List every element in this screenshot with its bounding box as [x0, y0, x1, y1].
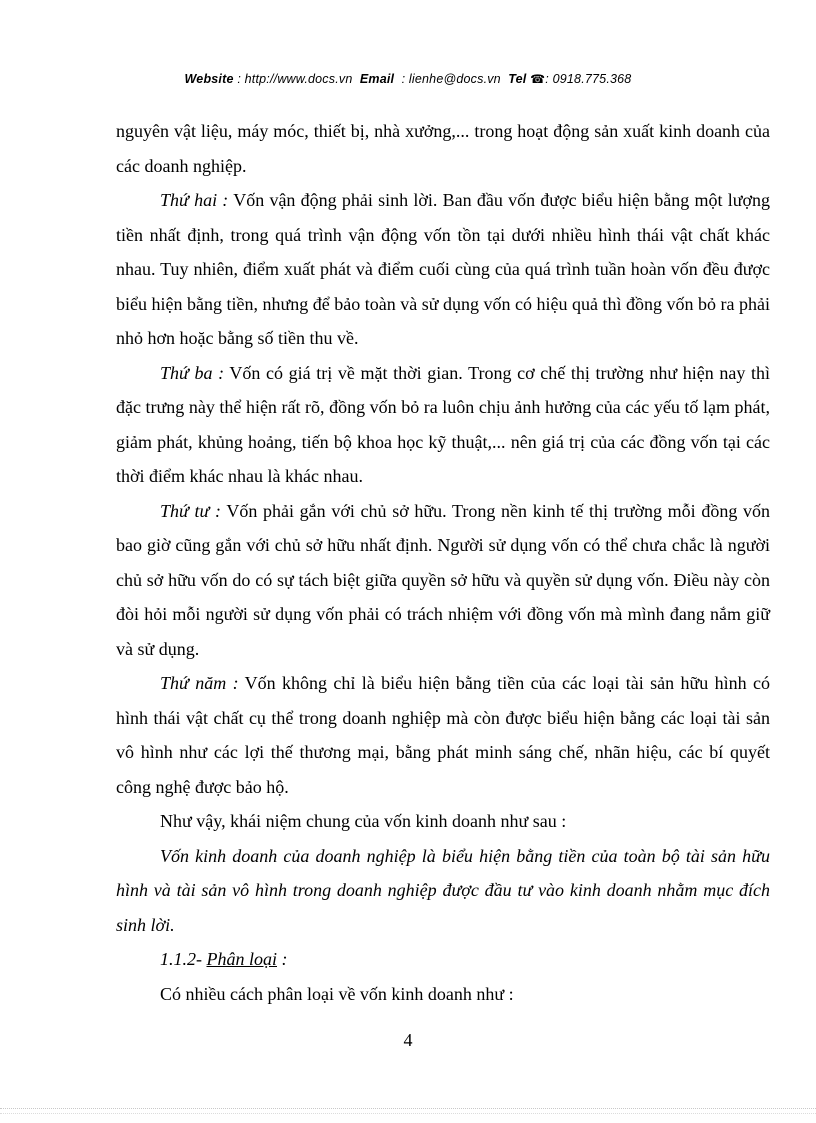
tel-label: Tel — [508, 72, 527, 86]
label-thu-hai: Thứ hai : — [160, 190, 229, 210]
website-label: Website — [184, 72, 234, 86]
section-title: Phân loại — [206, 949, 277, 969]
text-thu-hai: Vốn vận động phải sinh lời. Ban đầu vốn được biểu hiện bằng một lượng tiền nhất định, trong quá trình vận động vốn tồn tại dưới nhiều hình thái vật chất khác nhau. Tuy nhiên, điểm xuất phát và điểm cuối cùng của quá trình tuần hoàn vốn đều được biểu hiện bằng tiền, nhưng để bảo toàn và sử dụng vốn có hiệu quả thì đồng vốn bỏ ra phải nhỏ hơn hoặc bằng số tiền thu về. — [116, 190, 770, 348]
paragraph-thu-tu — [116, 494, 770, 667]
page-header — [0, 72, 816, 86]
email-label: Email — [359, 72, 395, 86]
paragraph-thu-nam — [116, 666, 770, 804]
label-thu-tu: Thứ tư : — [160, 500, 221, 521]
paragraph-thu-ba — [116, 356, 770, 494]
section-number: 1.1.2- — [160, 949, 202, 969]
paragraph-summary: Như vậy, khái niệm chung của vốn kinh doanh như sau : — [160, 811, 567, 831]
paragraph-thu-hai — [116, 183, 770, 356]
label-thu-ba: Thứ ba : — [160, 362, 225, 383]
paragraph-continuation: nguyên vật liệu, máy móc, thiết bị, nhà xưởng,... trong hoạt động sản xuất kinh doanh của các doanh nghiệp. — [116, 121, 770, 176]
text-thu-tu: Vốn phải gắn với chủ sở hữu. Trong nền kinh tế thị trường mỗi đồng vốn bao giờ cũng gắn với chủ sở hữu nhất định. Người sử dụng vốn có thể chưa chắc là người chủ sở hữu vốn do có sự tách biệt giữa quyền sở hữu và quyền sử dụng vốn. Điều này còn đòi hỏi mỗi người sử dụng vốn phải có trách nhiệm với đồng vốn mà mình đang nắm giữ và sử dụng. — [116, 500, 771, 659]
footer-divider-secondary — [0, 1113, 816, 1114]
website-value: : http://www.docs.vn — [237, 72, 353, 86]
section-colon: : — [281, 949, 288, 969]
document-body — [116, 114, 771, 1011]
email-value: : lienhe@docs.vn — [401, 72, 501, 86]
text-thu-nam: Vốn không chỉ là biểu hiện bằng tiền của các loại tài sản hữu hình có hình thái vật chất cụ thể trong doanh nghiệp mà còn được biểu hiện bằng các loại tài sản vô hình như các lợi thế thương mại, bằng phát minh sáng chế, nhãn hiệu, các bí quyết công nghệ được bảo hộ. — [116, 673, 770, 797]
footer-divider — [0, 1108, 816, 1109]
label-thu-nam: Thứ năm : — [160, 673, 239, 693]
paragraph-classification: Có nhiều cách phân loại về vốn kinh doanh như : — [160, 983, 514, 1004]
phone-icon: ☎ — [530, 72, 546, 86]
page-number: 4 — [403, 1030, 413, 1050]
tel-value: : 0918.775.368 — [545, 72, 632, 86]
text-thu-ba: Vốn có giá trị về mặt thời gian. Trong cơ chế thị trường như hiện nay thì đặc trưng này thể hiện rất rõ, đồng vốn bỏ ra luôn chịu ảnh hưởng của các yếu tố lạm phát, giảm phát, khủng hoảng, tiến bộ khoa học kỹ thuật,... nên giá trị của các đồng vốn tại các thời điểm khác nhau là khác nhau. — [116, 362, 770, 486]
definition-paragraph: Vốn kinh doanh của doanh nghiệp là biểu hiện bằng tiền của toàn bộ tài sản hữu hình và tài sản vô hình trong doanh nghiệp được đầu tư vào kinh doanh nhằm mục đích sinh lời. — [116, 845, 770, 935]
section-heading — [160, 942, 770, 977]
